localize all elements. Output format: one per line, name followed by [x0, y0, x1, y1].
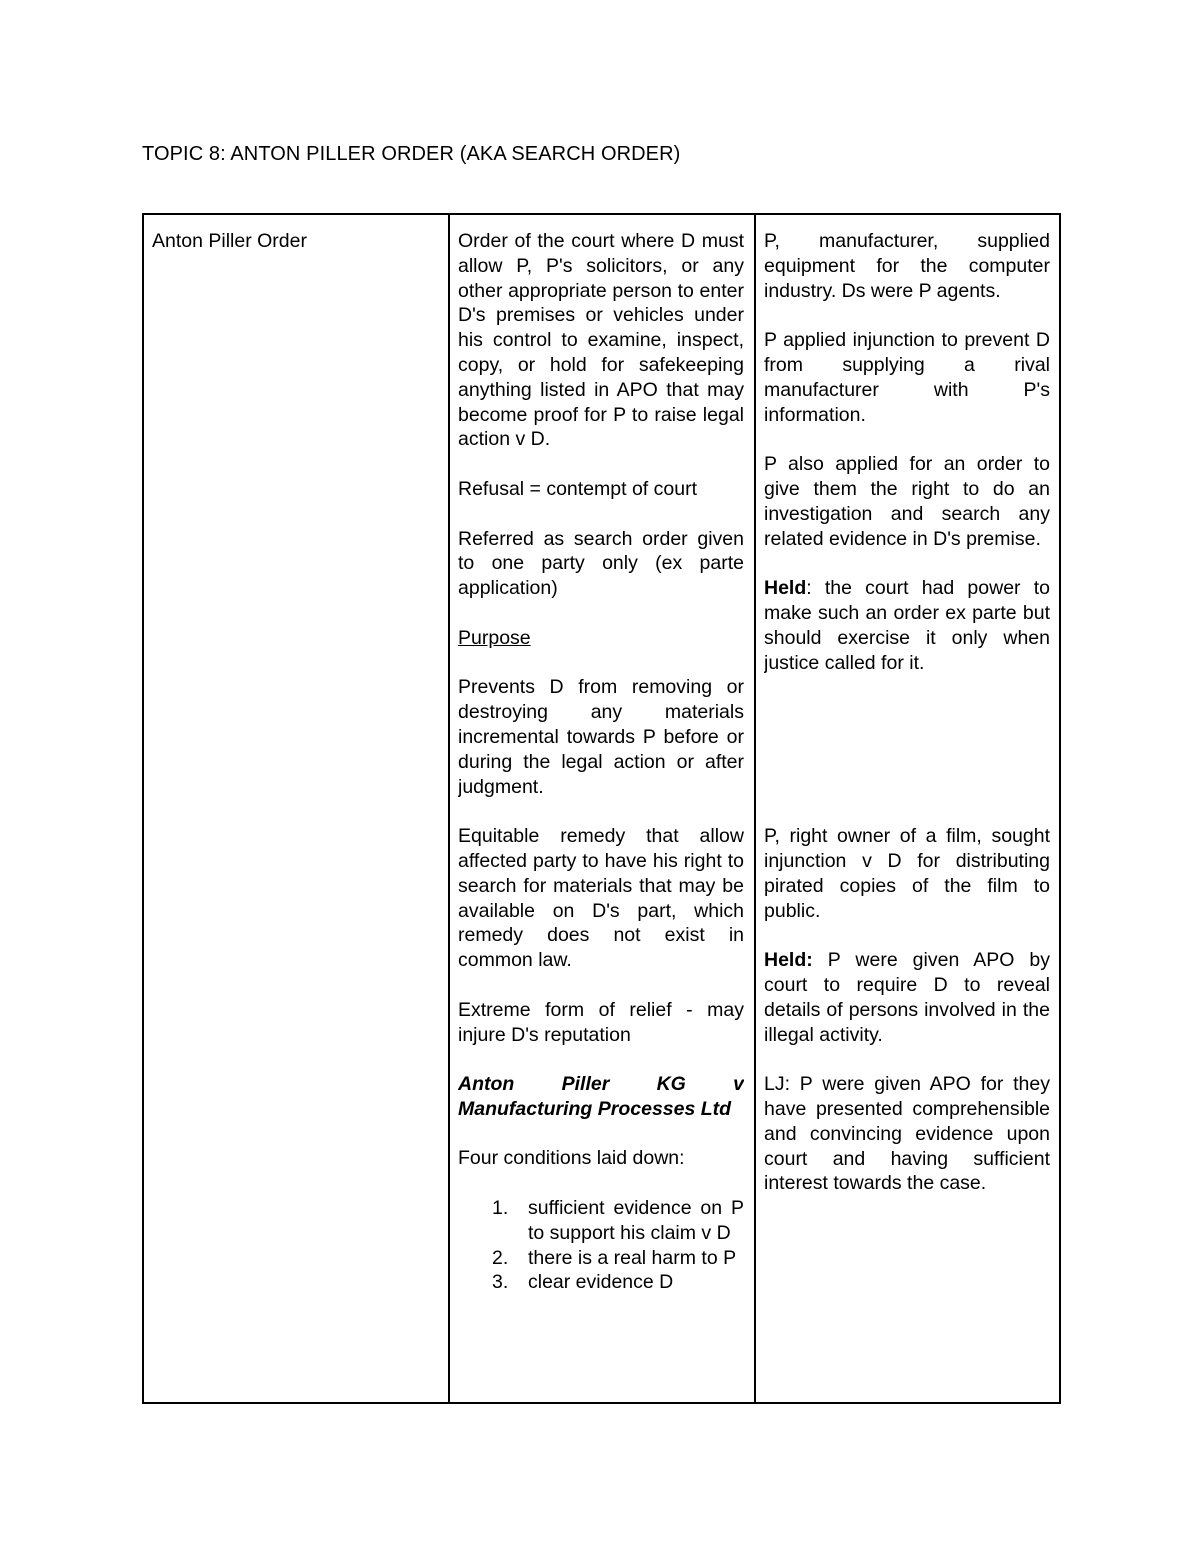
definition-paragraph: Order of the court where D must allow P, P's solicitors, or any other appropriate person to enter D's premises or vehicles under his control to examine, inspect, copy, or hold for safekeeping anything listed in APO that may become proof for P to raise legal action v D. — [458, 230, 744, 451]
held-text: P were given APO by court to require D to reveal details of persons involved in the illegal activity. — [764, 949, 1050, 1046]
held-label: Held — [764, 577, 807, 600]
case2-lj: LJ: P were given APO for they have presented comprehensible and convincing evidence upon court and having sufficient interest towards the case. — [764, 1073, 1050, 1195]
cases-column — [764, 229, 1050, 1221]
list-number: 1. — [492, 1197, 509, 1220]
case2-facts: P, right owner of a film, sought injunction v D for distributing pirated copies of the film to public. — [764, 825, 1050, 922]
case1-held — [764, 576, 1050, 675]
extreme-paragraph: Extreme form of relief - may injure D's reputation — [458, 998, 744, 1046]
notes-table — [142, 213, 1061, 1404]
referred-paragraph: Referred as search order given to one party only (ex parte application) — [458, 527, 744, 600]
topic-heading: Anton Piller Order — [152, 230, 307, 252]
held-text: : the court had power to make such an order ex parte but should exercise it only when justice called for it. — [764, 577, 1050, 674]
conditions-list — [458, 1196, 744, 1295]
case-name: Anton Piller KG v Manufacturing Processes Ltd — [458, 1073, 744, 1120]
conditions-intro: Four conditions laid down: — [458, 1147, 685, 1170]
case2-held — [764, 948, 1050, 1047]
topic-column — [152, 229, 442, 254]
purpose-heading: Purpose — [458, 626, 531, 649]
page-title: TOPIC 8: ANTON PILLER ORDER (AKA SEARCH ORDER) — [142, 143, 681, 165]
column-divider — [754, 215, 756, 1402]
refusal-paragraph: Refusal = contempt of court — [458, 477, 697, 500]
equitable-paragraph: Equitable remedy that allow affected party to have his right to search for materials that may be available on D's part, which remedy does not exist in common law. — [458, 825, 744, 972]
list-number: 3. — [492, 1271, 509, 1294]
held-label: Held: — [764, 949, 813, 972]
case1-order: P also applied for an order to give them the right to do an investigation and search any related evidence in D's premise. — [764, 453, 1050, 550]
list-item — [458, 1270, 744, 1295]
list-number: 2. — [492, 1246, 509, 1269]
purpose-paragraph: Prevents D from removing or destroying any materials incremental towards P before or during the legal action or after judgment. — [458, 676, 744, 798]
list-text: sufficient evidence on P to support his claim v D — [528, 1197, 744, 1244]
explanation-column — [458, 229, 744, 1394]
list-item — [458, 1246, 744, 1271]
case1-facts: P, manufacturer, supplied equipment for the computer industry. Ds were P agents. — [764, 230, 1050, 302]
list-text: clear evidence D — [528, 1271, 674, 1294]
blank-space — [764, 700, 1050, 824]
case1-injunction: P applied injunction to prevent D from supplying a rival manufacturer with P's information. — [764, 329, 1050, 426]
list-item — [458, 1196, 744, 1246]
column-divider — [448, 215, 450, 1402]
list-text: there is a real harm to P — [528, 1246, 737, 1269]
